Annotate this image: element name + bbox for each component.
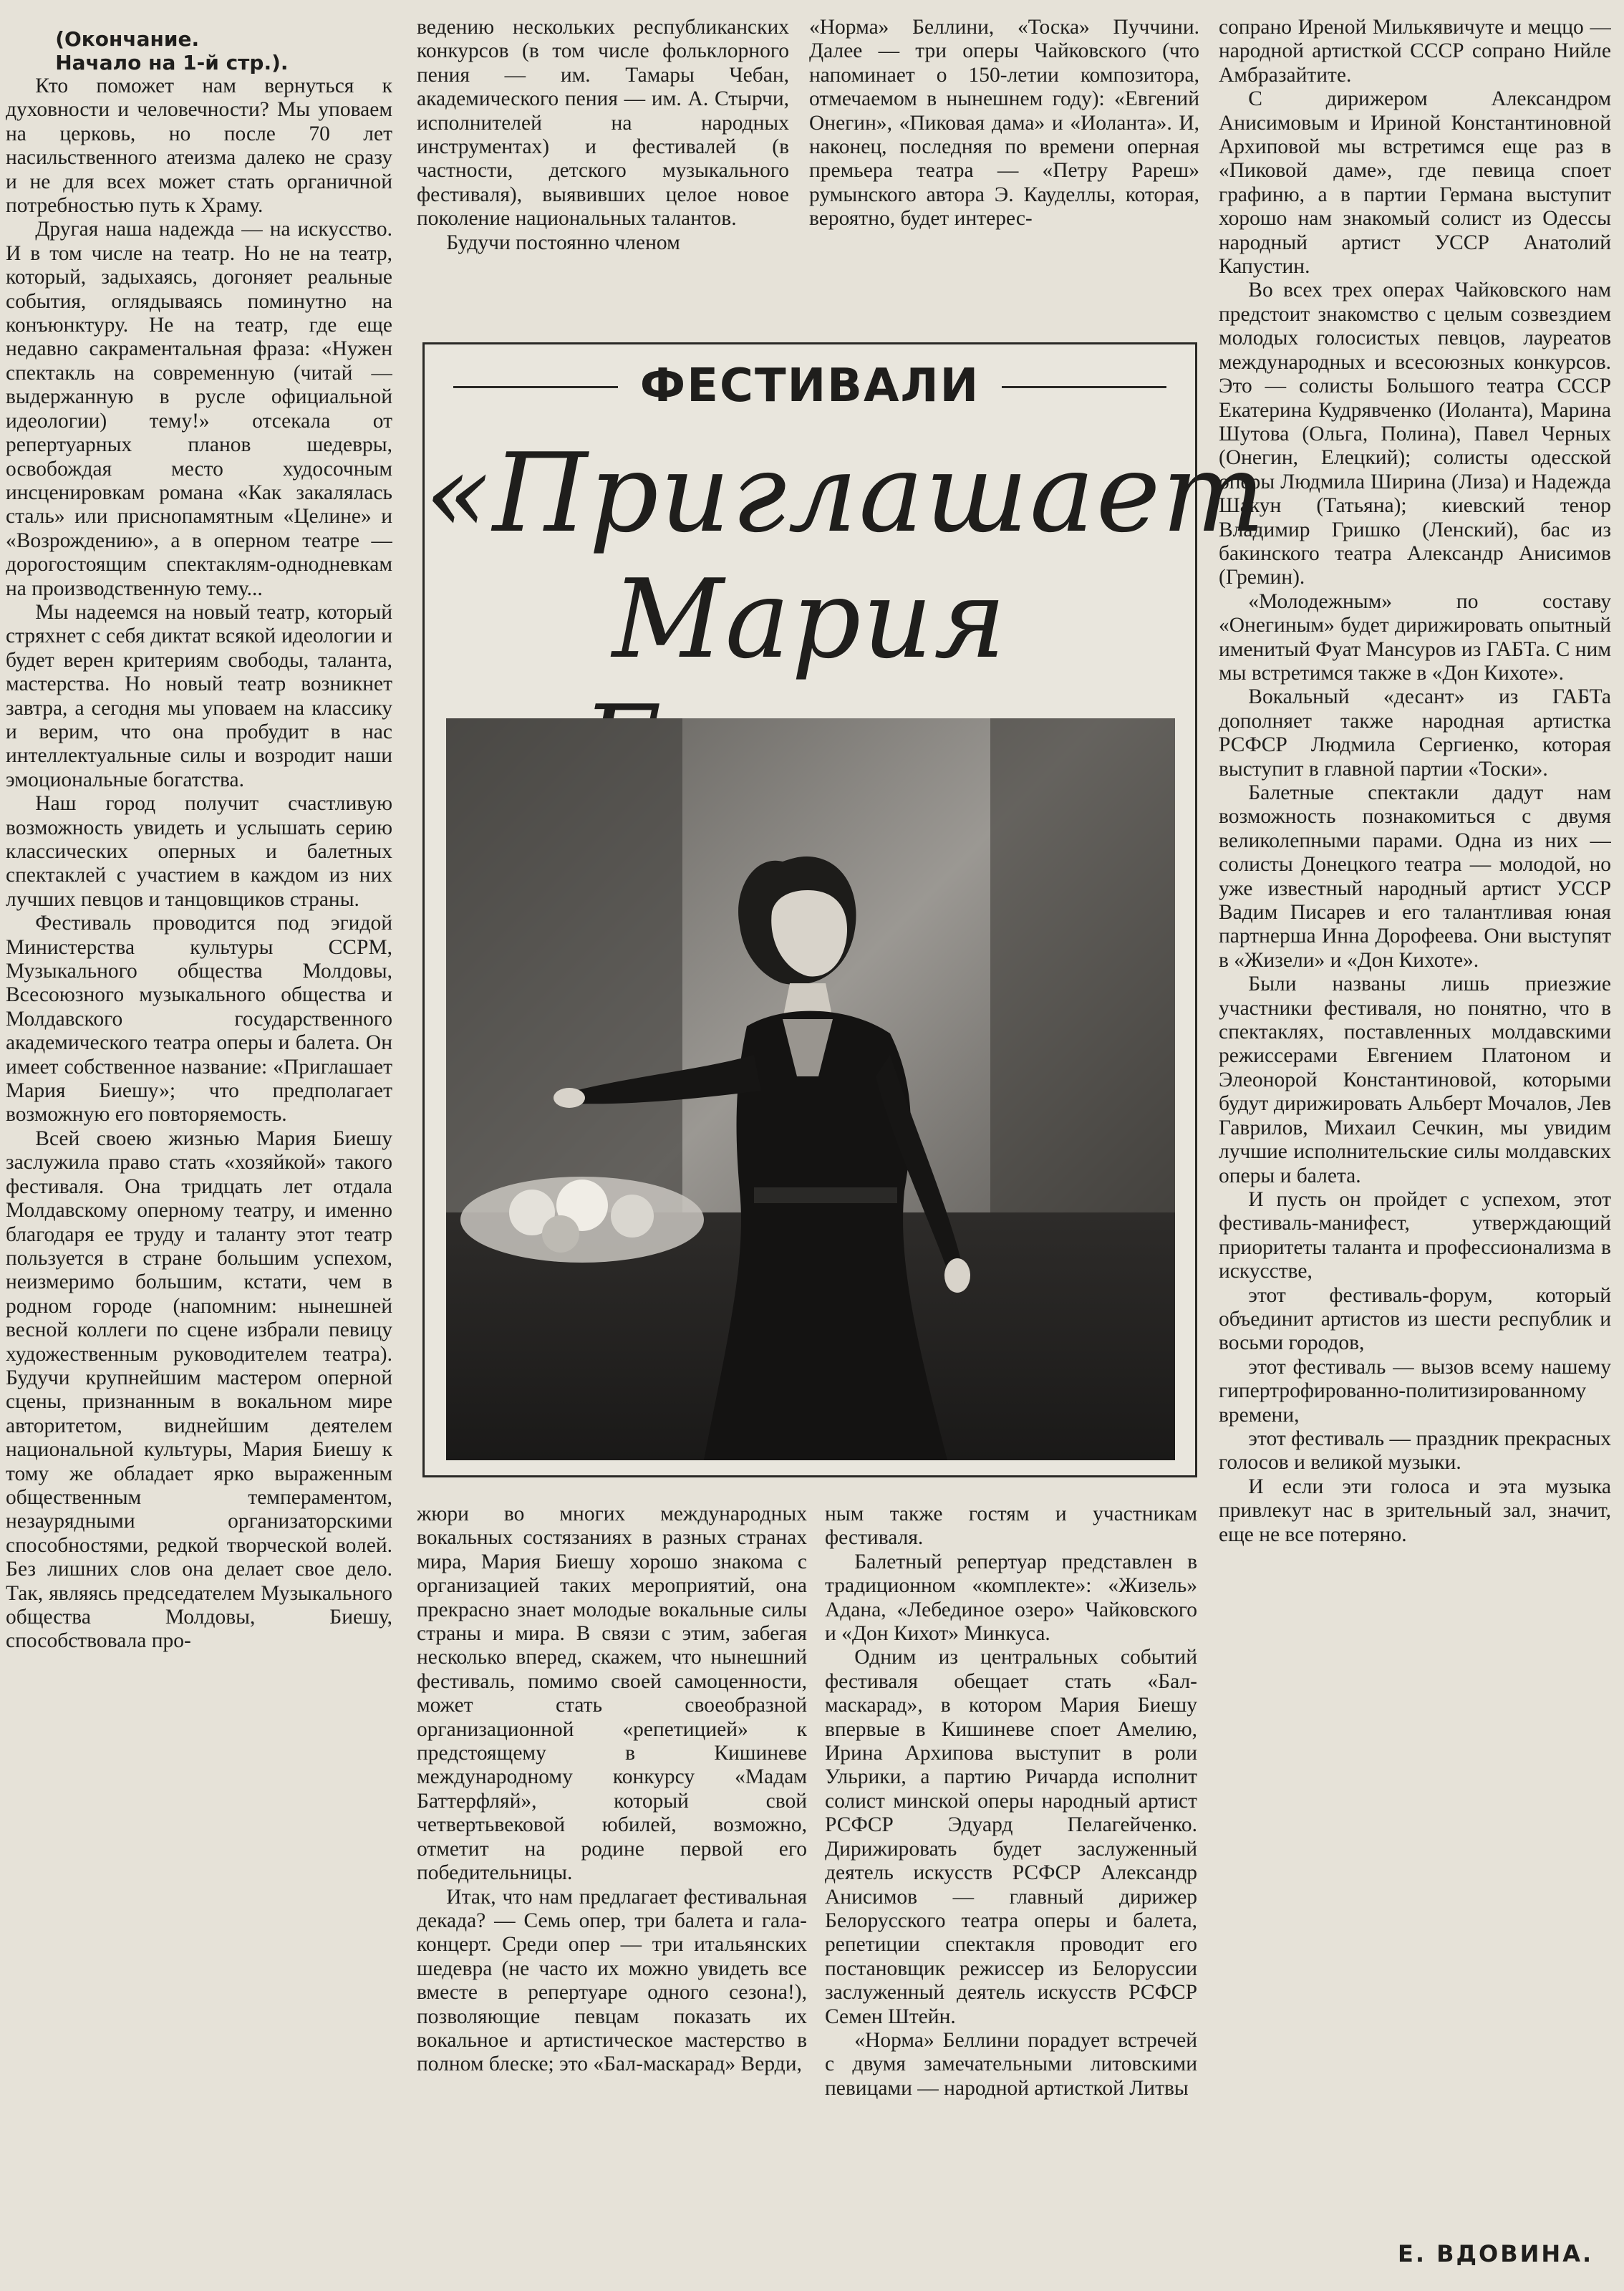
- paragraph: И пусть он пройдет с успехом, этот фестиваль-манифест, утверждающий приоритеты таланта и профессионализма в искусстве,: [1219, 1187, 1611, 1283]
- paragraph: этот фестиваль — праздник прекрасных голосов и великой музыки.: [1219, 1427, 1611, 1475]
- headline-line2: Мария: [612, 556, 1008, 683]
- paragraph: Другая наша надежда — на искусство. И в том числе на театр. Но не на театр, который, задыхаясь, догоняет реальные события, оглядываясь поминутно на конъюнктуру. Не на театр, где еще недавно сакраментальная фраза: «Нужен спектакль на современную (читай — выдержанную в русле официальной идеологии) тему!» отсекала от репертуарных планов шедевры, освобождая место худосочным инсценировкам романа «Как закалялась сталь» или приснопамятным «Целине» и «Возрождению», а в оперном театре — дорогостоящим спектаклям-однодневкам на производственную тему...: [6, 218, 392, 600]
- paragraph: сопрано Иреной Милькявичуте и меццо — народной артисткой СССР сопрано Нийле Амбразайтите.: [1219, 16, 1611, 87]
- paragraph: Наш город получит счастливую возможность увидеть и услышать серию классических оперных и балетных спектаклей с участием в каждом из них лучших певцов и танцовщиков страны.: [6, 792, 392, 911]
- article-column-2-top: [417, 16, 789, 331]
- paragraph: Фестиваль проводится под эгидой Министерства культуры ССРМ, Музыкального общества Молдовы, Всесоюзного музыкального общества и Молдавского государственного академического театра оперы и балета. Он имеет собственное название: «Приглашает Мария Биешу»; что предполагает возможную его повторяемость.: [6, 912, 392, 1127]
- paragraph: Во всех трех операх Чайковского нам предстоит знакомство с целым созвездием молодых голосистых певцов, лауреатов международных и всесоюзных конкурсов. Это — солисты Большого театра СССР Екатерина Кудрявченко (Иоланта), Марина Шутова (Ольга, Полина), Павел Черных (Онегин, Елецкий); солисты одесской оперы Людмила Ширина (Лиза) и Надежда Шакун (Татьяна); киевский тенор Владимир Гришко (Ленский), бас из бакинского театра Александр Анисимов (Гремин).: [1219, 279, 1611, 589]
- singer-photo: [446, 718, 1175, 1460]
- article-column-4: [1219, 16, 1611, 2207]
- paragraph: И если эти голоса и эта музыка привлекут нас в зрительный зал, значит, еще не все потеряно.: [1219, 1475, 1611, 1546]
- article-column-3-top: [809, 16, 1199, 331]
- feature-box: [422, 342, 1267, 1477]
- singer-photo-illustration: [446, 718, 1175, 1460]
- paragraph: Всей своею жизнью Мария Биешу заслужила право стать «хозяйкой» такого фестиваля. Она тридцать лет отдала Молдавскому оперному театру, и именно благодаря ее труду и таланту этот театр пользуется в стране большим успехом, неизмеримо большим, кстати, чем в родном городе (напомним: нынешней весной коллеги по сцене избрали певицу художественным руководителем театра). Будучи крупнейшим мастером оперной сцены, признанным в вокальном мире авторитетом, виднейшим деятелем национальной культуры, Мария Биешу к тому же обладает ярко выраженным общественным темпераментом, незаурядными организаторскими способностями, редкой творческой волей. Без лишних слов она делает свое дело. Так, являясь председателем Музыкального общества Молдовы, Биешу, способствовала про-: [6, 1127, 392, 1653]
- paragraph: Будучи постоянно членом: [446, 231, 680, 254]
- rubric-label: ФЕСТИВАЛИ: [639, 360, 980, 413]
- paragraph: Были названы лишь приезжие участники фестиваля, но понятно, что в спектаклях, поставленных молдавскими режиссерами Евгением Платоном и Элеонорой Константиновой, которыми будут дирижировать Альберт Мочалов, Лев Гаврилов, Михаил Сечкин, мы увидим лучшие исполнительские силы молдавских оперы и балета.: [1219, 973, 1611, 1187]
- paragraph: жюри во многих международных вокальных состязаниях в разных странах мира, Мария Биешу хорошо знакома с организацией таких мероприятий, она прекрасно знает молодые вокальные силы страны и мира. В связи с этим, забегая несколько вперед, скажем, что нынешний фестиваль, помимо своей самоценности, может стать своеобразной организационной «репетицией» к предстоящему в Кишиневе международному конкурсу «Мадам Баттерфляй», который свой четвертьвековой юбилей, возможно, отметит на родине первой его победительницы.: [417, 1503, 807, 1885]
- paragraph: «Норма» Беллини, «Тоска» Пуччини. Далее — три оперы Чайковского (что напоминает о 150-летии композитора, отмечаемом в нынешнем году): «Евгений Онегин», «Пиковая дама» и «Иоланта». И, наконец, последняя по времени оперная премьера театра — «Петру Рареш» румынского автора Э. Кауделлы, которая, вероятно, будет интерес-: [809, 16, 1199, 231]
- paragraph: Балетные спектакли дадут нам возможность познакомиться с двумя великолепными парами. Одна из них — солисты Донецкого театра — молодой, но уже известный народный артист УССР Вадим Писарев и его талантливая юная партнерша Инна Дорофеева. Они выступят в «Жизели» и «Дон Кихоте».: [1219, 781, 1611, 972]
- paragraph: С дирижером Александром Анисимовым и Ириной Константиновной Архиповой мы встретимся еще раз в «Пиковой даме», где певица споет графиню, а в партии Германа выступит хорошо нам знакомый солист из Одессы народный артист УССР Анатолий Капустин.: [1219, 87, 1611, 279]
- paragraph: этот фестиваль — вызов всему нашему гипертрофированно-политизированному времени,: [1219, 1355, 1611, 1427]
- paragraph: этот фестиваль-форум, который объединит артистов из шести республик и восьми городов,: [1219, 1283, 1611, 1355]
- article-column-3-bottom: [825, 1503, 1197, 2262]
- author-signature: Е. ВДОВИНА.: [1398, 2240, 1594, 2267]
- paragraph: ведению нескольких республиканских конкурсов (в том числе фольклорного пения — им. Тамары Чебан, академического пения — им. А. Стырчи, исполнителей на народных инструментах) и фестивалей (в частности, детского музыкального фестиваля), выявивших целое новое поколение национальных талантов.: [417, 16, 789, 231]
- article-column-1: [6, 27, 392, 2262]
- continuation-note-line1: (Окончание.: [55, 27, 200, 51]
- headline-line1: «Приглашает: [425, 430, 1267, 556]
- paragraph: Мы надеемся на новый театр, который стряхнет с себя диктат всякой идеологии и будет верен критериям свободы, таланта, мастерства. Но новый театр возникнет завтра, а сегодня мы уповаем на классику и верим, что она пробудит в нас интеллектуальные силы и возродит наши эмоциональные богатства.: [6, 600, 392, 791]
- paragraph: Одним из центральных событий фестиваля обещает стать «Бал-маскарад», в котором Мария Биешу впервые в Кишиневе споет Амелию, Ирина Архипова выступит в роли Ульрики, а партию Ричарда исполнит солист минской оперы народный артист РСФСР Эдуард Пелагейченко. Дирижировать будет заслуженный деятель искусств РСФСР Александр Анисимов — главный дирижер Белорусского театра оперы и балета, репетиции спектакля проводит его постановщик режиссер из Белоруссии заслуженный деятель искусств РСФСР Семен Штейн.: [825, 1646, 1197, 2028]
- paragraph: Итак, что нам предлагает фестивальная декада? — Семь опер, три балета и гала-концерт. Среди опер — три итальянских шедевра (не часто их можно увидеть все вместе в репертуаре одного сезона!), позволяющие певцам показать их вокальное и артистическое мастерство в полном блеске; это «Бал-маскарад» Верди,: [417, 1885, 807, 2076]
- paragraph: Кто поможет нам вернуться к духовности и человечности? Мы уповаем на церковь, но после 70 лет насильственного атеизма далеко не сразу и не для всех может стать органичной потребностью путь к Храму.: [6, 74, 392, 218]
- paragraph: «Молодежным» по составу «Онегиным» будет дирижировать опытный именитый Фуат Мансуров из ГАБТа. С ним мы встретимся также в «Дон Кихоте».: [1219, 589, 1611, 685]
- paragraph: Вокальный «десант» из ГАБТа дополняет также народная артистка РСФСР Людмила Сергиенко, которая выступит в главной партии «Тоски».: [1219, 685, 1611, 781]
- article-column-2-bottom: [417, 1503, 807, 2262]
- paragraph: ным также гостям и участникам фестиваля.: [825, 1503, 1197, 1550]
- paragraph: «Норма» Беллини порадует встречей с двумя замечательными литовскими певицами — народной артисткой Литвы: [825, 2028, 1197, 2100]
- paragraph: Балетный репертуар представлен в традиционном «комплекте»: «Жизель» Адана, «Лебединое озеро» Чайковского и «Дон Кихот» Минкуса.: [825, 1550, 1197, 1646]
- continuation-note-line2: Начало на 1-й стр.).: [55, 51, 289, 74]
